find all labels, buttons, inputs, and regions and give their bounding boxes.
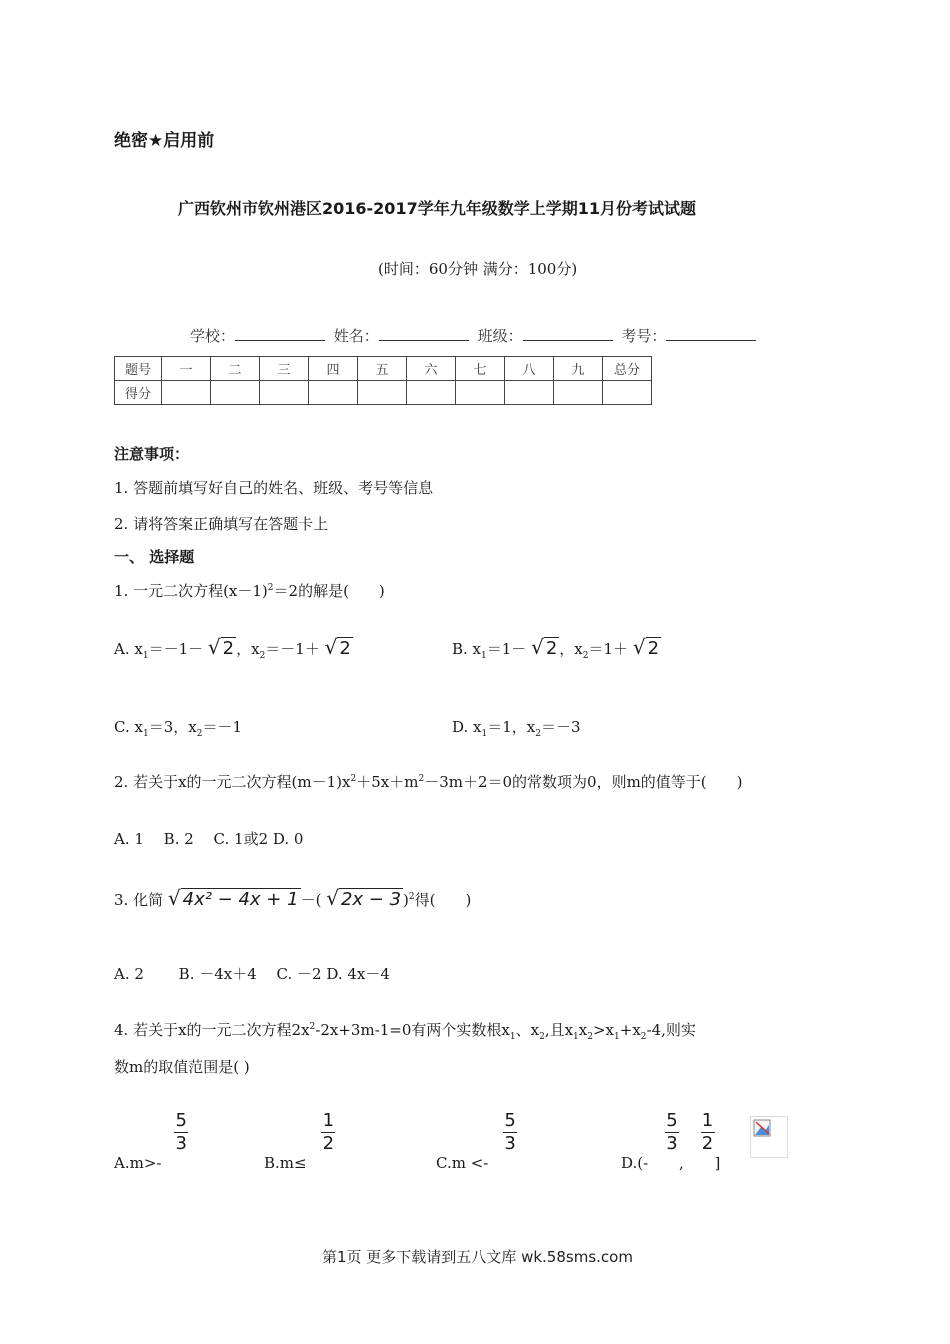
fraction: $\frac{5}{3}$	[175, 1110, 187, 1154]
score-header-cell: 九	[554, 357, 603, 381]
question-1-stem: 1. 一元二次方程$(x-1)^2=2$的解是( )	[114, 582, 385, 600]
q1-option-a[interactable]: A. $x_1=-1-$ √ 2 ，$x_2=-1+$ √ 2	[114, 635, 351, 661]
score-cell[interactable]	[505, 381, 554, 405]
score-cell[interactable]	[554, 381, 603, 405]
score-cell[interactable]	[260, 381, 309, 405]
score-cell[interactable]	[211, 381, 260, 405]
section-title: 一、 选择题	[114, 548, 195, 566]
notes-title: 注意事项：	[114, 445, 190, 463]
score-header-cell: 题号	[115, 357, 162, 381]
q4-option-a[interactable]: A.m>- $\frac{5}{3}$	[114, 1110, 187, 1172]
fraction: $\frac{5}{3}$	[666, 1110, 678, 1154]
score-cell[interactable]	[309, 381, 358, 405]
note-item: 2. 请将答案正确填写在答题卡上	[114, 515, 329, 533]
name-label: 姓名：	[333, 327, 379, 345]
score-header-cell: 七	[456, 357, 505, 381]
page-title: 广西钦州市钦州港区2016-2017学年九年级数学上学期11月份考试试题	[178, 199, 696, 218]
sqrt-expression: √ 2	[632, 635, 660, 659]
sqrt-expression: √ 2x − 3	[326, 886, 402, 910]
q2-options[interactable]: A. 1 B. 2 C. 1或2 D. 0	[114, 830, 304, 848]
score-cell[interactable]	[358, 381, 407, 405]
score-header-cell: 总分	[603, 357, 652, 381]
fraction: $\frac{1}{2}$	[322, 1110, 335, 1154]
school-label: 学校：	[190, 327, 236, 345]
score-cell[interactable]	[456, 381, 505, 405]
score-header-cell: 六	[407, 357, 456, 381]
score-header-cell: 二	[211, 357, 260, 381]
q1-option-d[interactable]: D. $x_1=1$，$x_2=-3$	[452, 718, 581, 739]
score-header-cell: 八	[505, 357, 554, 381]
q1-option-c[interactable]: C. $x_1=3$，$x_2=-1$	[114, 718, 242, 739]
q4-option-b[interactable]: B.m≤ $\frac{1}{2}$	[264, 1110, 335, 1172]
q3-options[interactable]: A. 2 B. －4x＋4 C. －2 D. 4x－4	[114, 965, 390, 983]
broken-image-icon	[750, 1116, 788, 1158]
score-header-cell: 三	[260, 357, 309, 381]
q4-option-d[interactable]: D.(- $\frac{5}{3}$ , $\frac{1}{2}$ ]	[621, 1110, 721, 1172]
class-blank[interactable]	[523, 326, 613, 341]
score-cell[interactable]	[603, 381, 652, 405]
score-header-row	[115, 357, 652, 381]
fraction: $\frac{1}{2}$	[701, 1110, 714, 1154]
school-blank[interactable]	[235, 326, 325, 341]
question-3-stem: 3. 化简 √ 4x² − 4x + 1 －( √ 2x − 3 )$^2$得( )	[114, 886, 472, 910]
name-blank[interactable]	[379, 326, 469, 341]
id-label: 考号：	[621, 327, 667, 345]
sqrt-expression: √ 4x² − 4x + 1	[167, 886, 299, 910]
question-4-stem-line1: 4. 若关于x的一元二次方程$2x^2-2x+3m-1=0$有两个实数根$x_1$、$x_2$,且$x_1x_2>x_1+x_2-4$,则实	[114, 1021, 696, 1042]
score-header-cell: 五	[358, 357, 407, 381]
fraction: $\frac{5}{3}$	[504, 1110, 516, 1154]
class-label: 班级：	[477, 327, 523, 345]
score-cell[interactable]	[407, 381, 456, 405]
note-item: 1. 答题前填写好自己的姓名、班级、考号等信息	[114, 479, 434, 497]
score-row-label: 得分	[115, 381, 162, 405]
q4-option-c[interactable]: C.m <- $\frac{5}{3}$	[436, 1110, 516, 1172]
sqrt-expression: √ 2	[531, 635, 558, 659]
page-footer: 第1页 更多下载请到五八文库 wk.58sms.com	[322, 1248, 633, 1266]
secret-label: 绝密★启用前	[114, 131, 215, 151]
question-4-stem-line2: 数m的取值范围是( )	[114, 1058, 250, 1076]
exam-info: (时间：60分钟 满分：100分)	[378, 260, 578, 278]
sqrt-expression: √ 2	[207, 635, 235, 659]
score-value-row	[115, 381, 652, 405]
score-header-cell: 一	[162, 357, 211, 381]
question-2-stem: 2. 若关于x的一元二次方程$(m-1)x^2+5x+m^2-3m+2=0$的常数项为0，则m的值等于( )	[114, 773, 743, 791]
score-table	[114, 356, 652, 405]
info-fields	[190, 325, 760, 346]
id-blank[interactable]	[666, 326, 756, 341]
q1-option-b[interactable]: B. $x_1=1-$ √ 2 ，$x_2=1+$ √ 2	[452, 635, 660, 661]
score-cell[interactable]	[162, 381, 211, 405]
score-header-cell: 四	[309, 357, 358, 381]
sqrt-expression: √ 2	[324, 635, 351, 659]
